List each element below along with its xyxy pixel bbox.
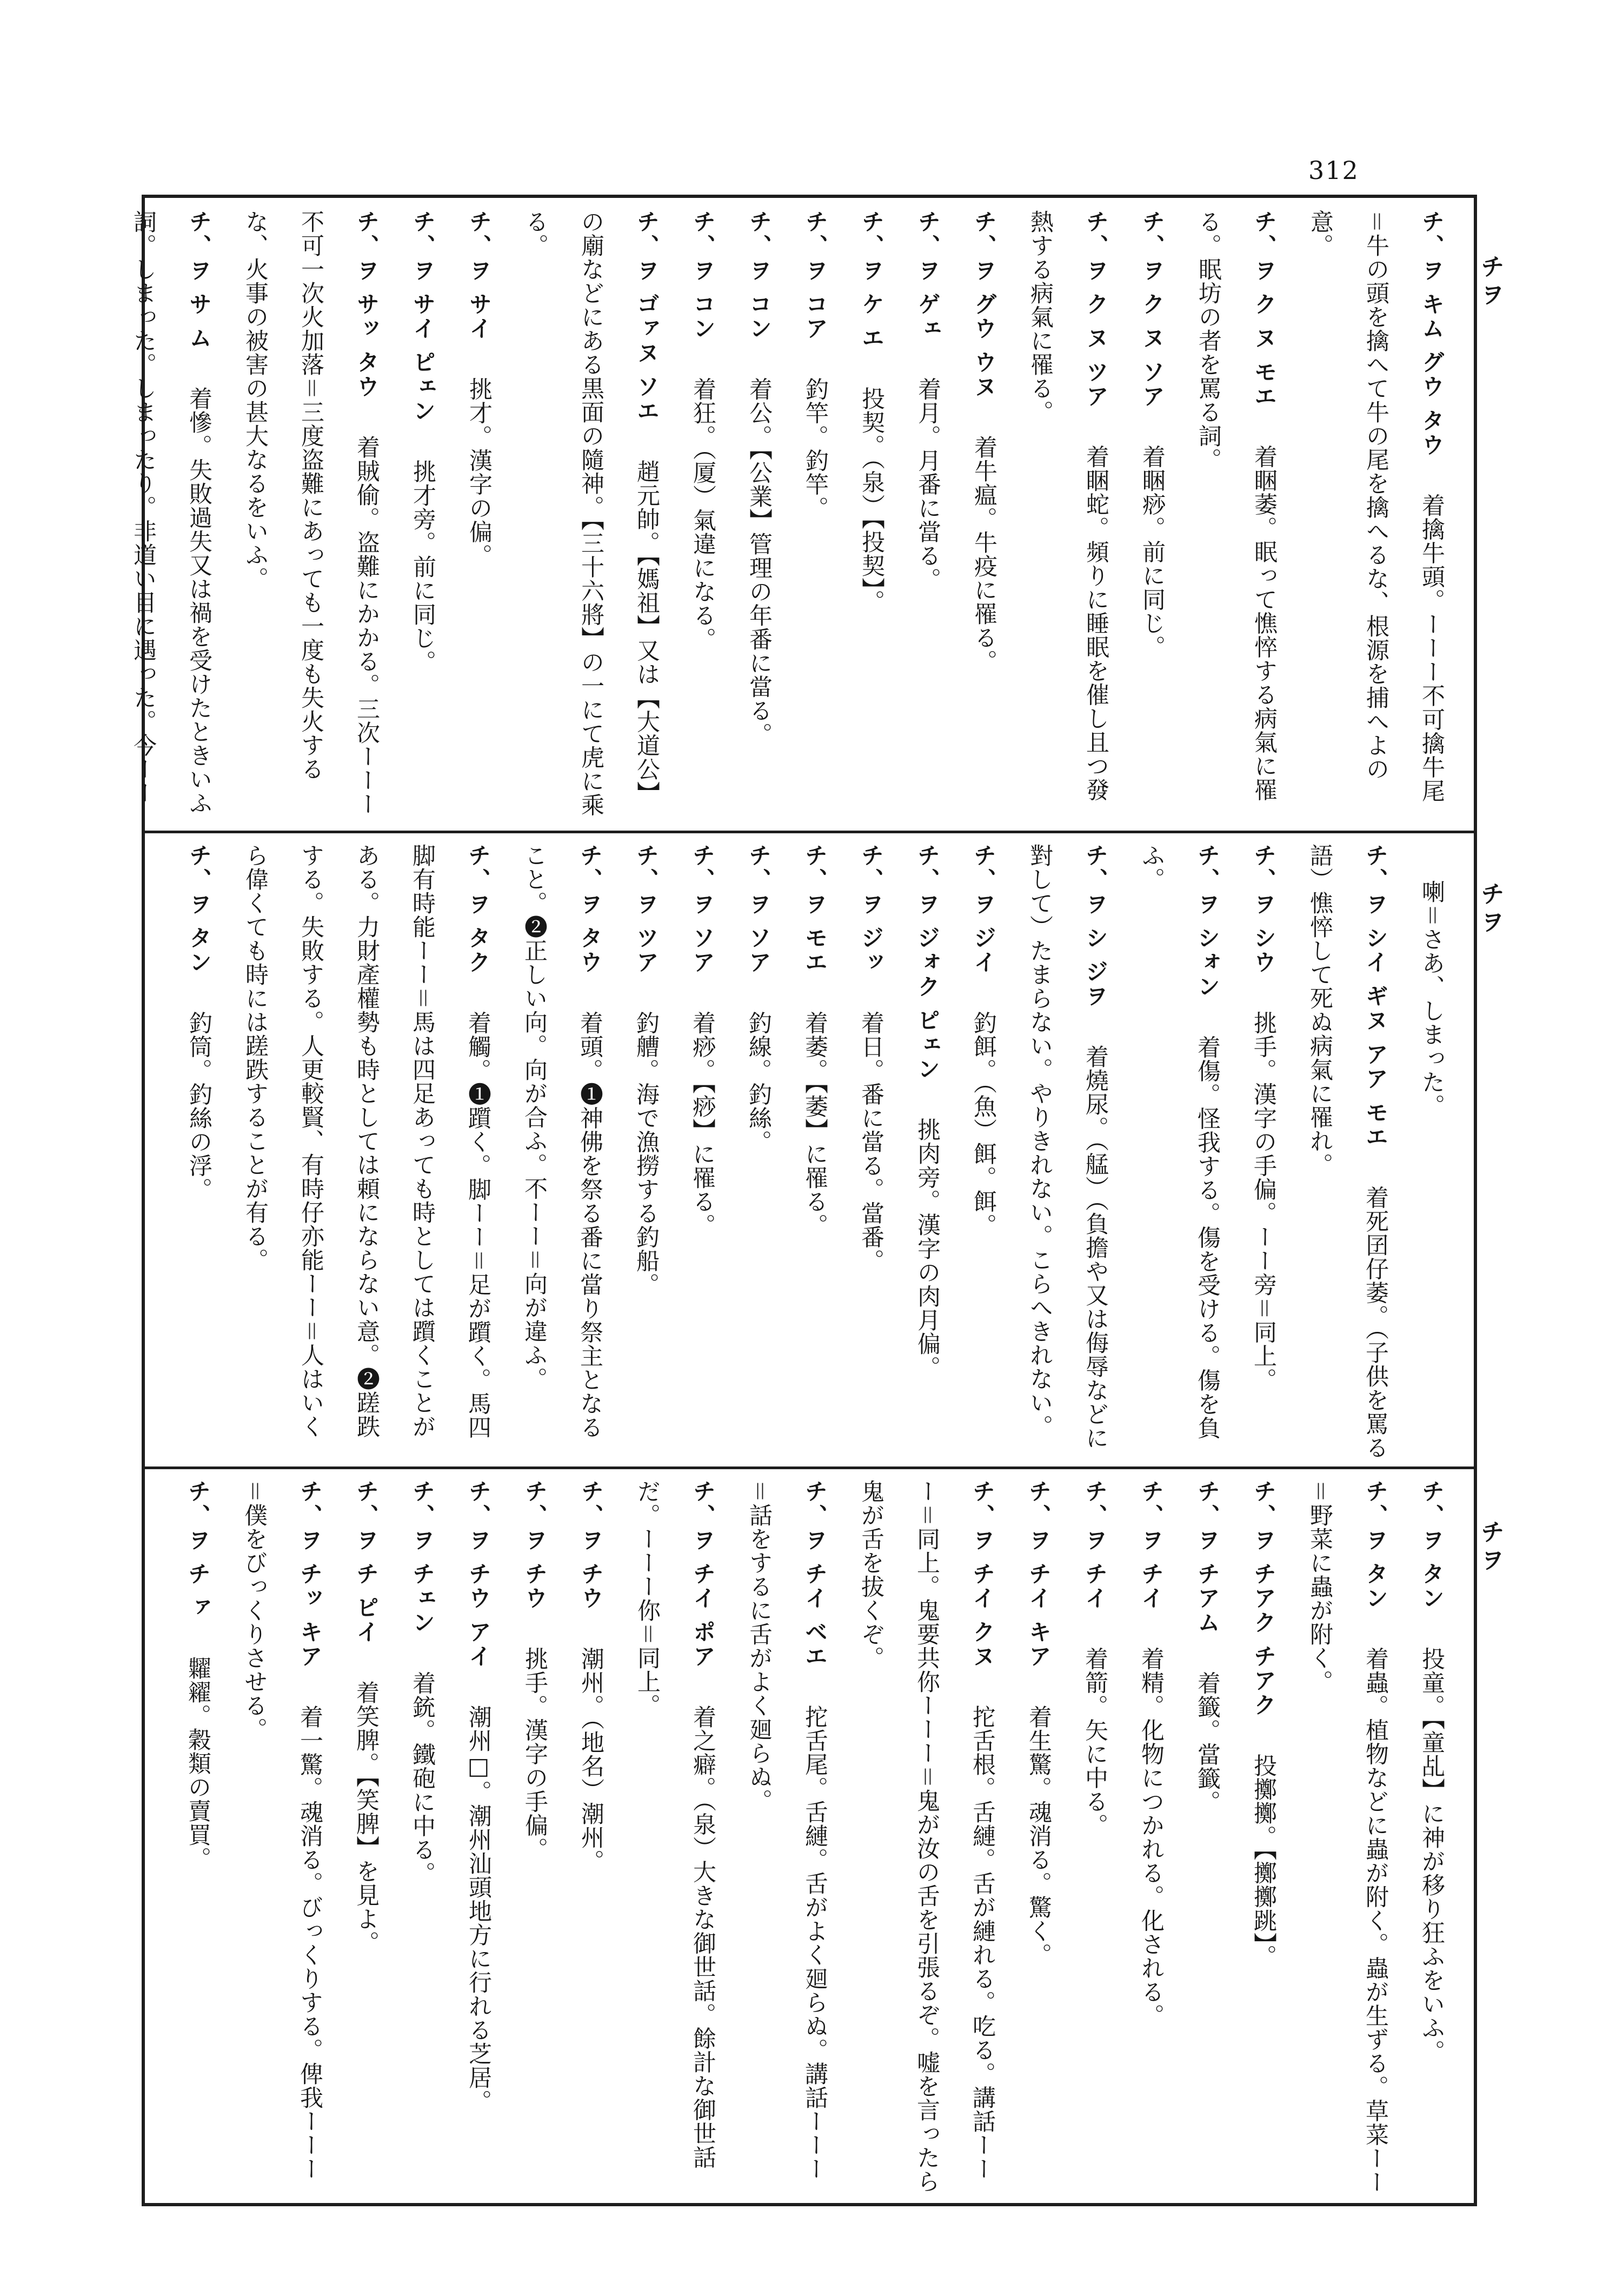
entry-headword-reading: チ、ヲ コア [802,210,829,341]
entry-definition: 着傷。怪我する。傷を受ける。傷を負ふ。 [1138,844,1221,1440]
dictionary-entry [843,210,900,825]
page-number: 312 [1308,156,1359,185]
entry-headword-reading: チ、ヲ チ ピイ [353,1479,380,1645]
entry-definition: 釣筒。釣絲の浮。 [185,1011,212,1202]
entry-definition: 喇＝さあ、しまった。 [1418,880,1445,1118]
entry-definition: 着笑脾。【笑脾】を見よ。 [352,1681,380,1955]
entry-definition: 着萎。【萎】に罹る。 [801,1011,828,1238]
dictionary-entry [1067,1479,1123,2199]
dictionary-entry [731,210,787,825]
entry-headword-reading: チ、ヲ タン [186,844,212,975]
dictionary-entry [843,1479,1010,2199]
dictionary-entry [1012,210,1124,825]
entry-headword-reading: チ、ヲ ケ エ [859,210,885,351]
entry-headword-reading: チ、ヲ チッ キア [297,1479,323,1669]
entry-definition: 着之癖。（泉）大きな御世話。餘計な御世話だ。ーーー你＝同上。 [634,1479,716,2169]
dictionary-entry [506,844,618,1460]
entry-headword-reading: チ、ヲ ク ヌ ツア [1083,210,1109,409]
entry-definition: 釣線。釣絲。 [745,1011,772,1154]
entry-headword-reading: チ、ヲ タン [1419,1479,1445,1611]
entry-headword-reading: チ、ヲ チアク チアク [1250,1479,1277,1718]
entry-definition: 着慘。失敗過失又は禍を受けたときいふ詞。しまった。しまったり。非道い目に遇った。今ーー [130,210,212,815]
entry-definition: 着睏蛇。頻りに睡眠を催し且つ發熱する病氣に罹る。 [1027,210,1109,802]
dictionary-entry [787,844,843,1460]
entry-definition: 着睏痧。前に同じ。 [1139,444,1166,659]
entry-headword-reading: チ、ヲ チイ [1138,1479,1165,1611]
dictionary-entry [227,844,506,1460]
dictionary-entry [787,210,843,825]
entry-definition: 挑才旁。前に同じ。 [409,460,436,674]
entry-headword-reading: チ、ヲ チウ アイ [465,1479,492,1669]
entry-definition: 着狂。（厦）氣違になる。 [689,377,716,652]
dictionary-entry [1292,210,1460,825]
entry-headword-reading: チ、ヲ サイ ピェン [410,210,436,424]
entry-definition: 着箭。矢に中る。 [1081,1647,1108,1837]
entry-definition: 投童。【童乩】に神が移り狂ふをいふ。 [1418,1647,1445,2064]
dictionary-entry [675,210,731,825]
entry-definition: 着頭。❶神佛を祭る番に當り祭主となること。❷正しい向。向が合ふ。不ーー＝向が違ふ。 [521,844,603,1439]
entry-headword-reading: チ、ヲ チイ ポア [690,1479,716,1669]
dictionary-entry [338,1479,394,2199]
dictionary-entry [900,210,956,825]
tier-divider [142,831,1477,833]
dictionary-entry [955,844,1012,1460]
dictionary-entry [1404,844,1460,1460]
entry-definition: 着月。月番に當る。 [914,377,941,592]
entry-headword-reading: チ、ヲ チイ ベエ [802,1479,828,1669]
entry-headword-reading: チ、ヲ ソア [746,844,772,975]
dictionary-entry [226,1479,338,2199]
dictionary-entry [563,1479,619,2199]
dictionary-entry [507,1479,563,2199]
entry-definition: 趙元帥。【媽祖】又は【大道公】の廟などにある黒面の隨神。【三十六將】の一にて虎に乘る。 [522,210,660,817]
entry-headword-reading: チ、ヲ ジォク ピェン [914,844,941,1082]
dictionary-entry [1010,1479,1067,2199]
entry-headword-reading: チ、ヲ ツア [633,844,660,975]
entry-headword-reading: チ、ヲ チイ クヌ [969,1479,996,1669]
entry-definition: 着銃。鐵砲に中る。 [409,1671,436,1886]
dictionary-entry [674,844,730,1460]
dictionary-tier-top [130,210,1460,825]
entry-headword-reading: チ、ヲ サイ [466,210,493,341]
entry-definition: 釣艚。海で漁撈する釣船。 [633,1011,660,1297]
dictionary-entry [1235,1479,1292,2199]
dictionary-entry [171,844,227,1460]
dictionary-entry [451,210,507,825]
tier-divider [142,1466,1477,1469]
entry-definition: 着蟲。植物などに蟲が附く。蟲が生ずる。草菜ーー＝野菜に蟲が附く。 [1306,1479,1389,2194]
dictionary-entry [227,210,395,825]
entry-headword-reading: チ、ヲ ク ヌ モエ [1251,210,1278,409]
entry-headword-reading: チ、ヲ チイ キア [1026,1479,1052,1669]
entry-headword-reading: チ、ヲ シ ジヲ [1082,844,1109,1009]
dictionary-entry [1123,844,1235,1460]
entry-headword-reading: チ、ヲ ジイ [970,844,997,975]
entry-headword-reading: チ、ヲ チウ [522,1479,548,1611]
dictionary-entry [450,1479,507,2199]
entry-headword-reading: チ、ヲ シイ ギヌ アア モエ [1362,844,1389,1150]
dictionary-entry [1012,844,1123,1460]
entry-definition: 着痧。【痧】に罹る。 [689,1011,716,1238]
entry-definition: 挑手。漢字の手偏。ーー旁＝同上。 [1250,1011,1277,1392]
entry-definition: 着牛瘟。牛疫に罹る。 [970,435,997,674]
entry-definition: 着精。化物につかれる。化される。 [1138,1647,1165,2028]
entry-definition: 拕舌尾。舌縺。舌がよく廻らぬ。講話ーーー＝話をするに舌がよく廻らぬ。 [746,1479,828,2181]
dictionary-entry [618,844,674,1460]
entry-headword-reading: チ、ヲ グウ ウヌ [971,210,997,400]
entry-headword-reading: チ、ヲ コン [690,210,716,341]
dictionary-entry [1292,844,1404,1460]
entry-definition: 着公。【公業】管理の年番に當る。 [746,377,773,747]
dictionary-entry [170,1479,226,2199]
dictionary-entry [395,210,451,825]
entry-headword-reading: チ、ヲ サッ タウ [354,210,380,400]
entry-definition: 着日。番に當る。當番。 [857,1011,884,1273]
dictionary-tier-bottom [162,1479,1460,2199]
entry-definition: 潮州□。潮州汕頭地方に行れる芝居。 [465,1705,492,2114]
entry-definition: 挑手。漢字の手偏。 [521,1647,548,1861]
dictionary-entry [619,1479,731,2199]
dictionary-tier-middle [162,844,1460,1460]
entry-headword-reading: チ、ヲ ク ヌ ソア [1139,210,1166,409]
entry-headword-reading: チ、ヲ チェン [409,1479,436,1635]
entry-headword-reading: チ、ヲ ゴァヌ ソエ [634,210,660,424]
entry-definition: 潮州。（地名）潮州。 [577,1647,604,1874]
entry-definition: 釣餌。（魚）餌。餌。 [970,1011,997,1238]
entry-headword-reading: チ、ヲ シウ [1250,844,1277,975]
entry-definition: 投契。（泉）【投契】。 [858,387,885,614]
entry-definition: 着死囝仔萎。（子供を罵る語）憔悴して死ぬ病氣に罹れ。 [1306,844,1389,1459]
dictionary-entry [1235,844,1292,1460]
entry-headword-reading: チ、ヲ チアム [1194,1479,1221,1635]
entry-definition: 着觸。❶躓く。脚ーー＝足が躓く。馬四脚有時能ーー＝馬は四足あっても時としては躓くことがある。力財產權勢も時としては頼にならない意。❷蹉跌する。失敗する。人更較賢、有時仔亦能ーー＝人はいくら偉くても時には蹉跌することが有る。 [242,844,491,1439]
entry-definition: 着燒尿。（艋）（負擔や又は侮辱などに對して）たまらない。やりきれない。こらへきれない。 [1026,844,1109,1450]
dictionary-entry [843,844,899,1460]
entry-definition: 拕舌根。舌縺。舌が縺れる。吃る。講話ーーー＝同上。鬼要共你ーーー＝鬼が汝の舌を引張るぞ。嘘を言ったら鬼が舌を拔くぞ。 [857,1479,996,2193]
entry-headword-reading: チ、ヲ シォン [1194,844,1221,999]
dictionary-entry [115,210,227,825]
entry-headword-reading: チ、ヲ モエ [802,844,828,975]
entry-definition: 着一驚。魂消る。びっくりする。俾我ーーー＝僕をびっくりさせる。 [241,1479,323,2181]
entry-headword-reading: チ、ヲ チイ [1082,1479,1108,1611]
dictionary-entry [899,844,955,1460]
tier-header-mark: チヲ [1476,881,1504,938]
entry-headword-reading: チ、ヲ タク [465,844,491,975]
entry-definition: 着生驚。魂消る。驚く。 [1025,1705,1052,1967]
tier-header-mark: チヲ [1476,1519,1504,1576]
dictionary-entry [1180,210,1292,825]
entry-definition: 挑才。漢字の偏。 [465,377,493,568]
dictionary-entry [956,210,1012,825]
entry-definition: 着擒牛頭。ーーー不可擒牛尾＝牛の頭を擒へて牛の尾を擒へるな、根源を捕へよの意。 [1307,210,1445,803]
tier-header-mark: チヲ [1476,254,1504,310]
entry-definition: 着賊偷。盗難にかかる。三次ーーー不可一次火加落＝三度盗難にあっても一度も失火するな、火事の被害の甚大なるをいふ。 [242,210,380,817]
entry-headword-reading: チ、ヲ タウ [577,844,603,975]
entry-headword-reading: チ、ヲ キム グウ タウ [1419,210,1445,457]
entry-definition: 着籤。當籤。 [1194,1671,1221,1814]
dictionary-entry [1124,210,1180,825]
entry-headword-reading: チ、ヲ チ ァ [185,1479,211,1621]
entry-headword-reading: チ、ヲ ジッ [858,844,884,975]
dictionary-entry [1292,1479,1404,2199]
dictionary-entry [1179,1479,1235,2199]
dictionary-entry [1123,1479,1179,2199]
dictionary-entry [731,1479,843,2199]
entry-headword-reading: チ、ヲ チウ [578,1479,604,1611]
entry-definition: 着睏萎。眠って憔悴する病氣に罹る。眠坊の者を罵る詞。 [1195,210,1278,802]
dictionary-entry [394,1479,450,2199]
entry-definition: 糶糴。穀類の賣買。 [184,1656,211,1871]
entry-definition: 挑肉旁。漢字の肉月偏。 [914,1118,941,1380]
entry-definition: 投擲擲。【擲擲跳】。 [1250,1754,1277,1969]
entry-headword-reading: チ、ヲ コン [746,210,773,341]
entry-headword-reading: チ、ヲ ゲェ [915,210,941,341]
dictionary-entry [730,844,787,1460]
entry-headword-reading: チ、ヲ ソア [689,844,716,975]
dictionary-entry [507,210,675,825]
dictionary-entry [1404,1479,1460,2199]
entry-headword-reading: チ、ヲ サ ム [186,210,212,351]
entry-headword-reading: チ、ヲ タン [1362,1479,1389,1611]
entry-definition: 釣竿。釣竿。 [802,377,829,520]
